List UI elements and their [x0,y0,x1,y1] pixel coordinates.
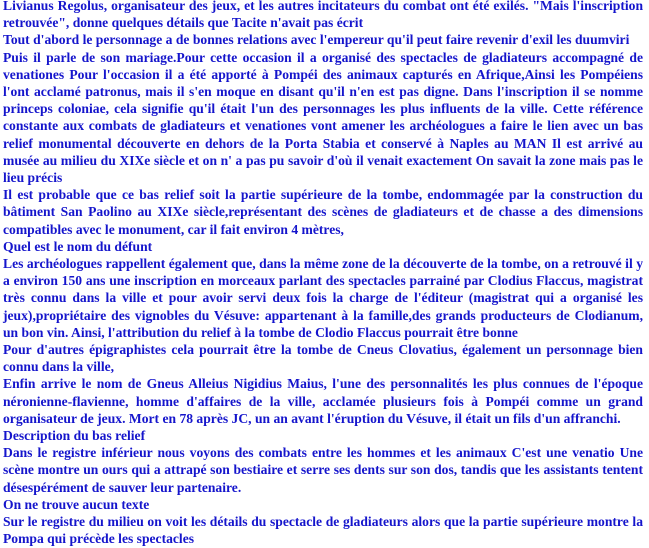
heading-defunct-name: Quel est le nom du défunt [3,238,153,254]
paragraph-bas-relief: Il est probable que ce bas relief soit la partie supérieure de la tombe, endommagée par la construction du bâtiment San Paolino au XIXe siècle,représentant des scènes de gladiateurs et de chasse a des dimensions compatibles avec le monument, car il fait environ 4 mètres, [3,187,643,237]
heading-relief-description: Description du bas relief [3,428,146,444]
paragraph-clodius-flaccus: Les archéologues rappellent également que, dans la même zone de la découverte de la tombe, on a retrouvé il y a environ 150 ans une inscription en morceaux parlant des spectacles parrainé par Clodius Flaccus, magistrat très connu dans la ville et pour avoir servi deux fois la charge de l'éditeur (magistrat qui a organisé les jeux),propriétaire des vignobles du Vésuve: appartenant à la famille,des grands producteurs de Clodianum, un bon vin. Ainsi, l'attribution du relief à la tombe de Clodio Flaccus pourrait être bonne [3,256,643,340]
paragraph-lower-register: Dans le registre inférieur nous voyons des combats entre les hommes et les animaux C'est une venatio Une scène montre un ours qui a attrapé son bestiaire et serre ses dents sur son dos, tandis que les assistants tentent désespérément de sauver leur partenaire. [3,445,643,495]
document-body [3,0,643,548]
paragraph-no-text: On ne trouve aucun texte [3,496,150,512]
paragraph-middle-register: Sur le registre du milieu on voit les détails du spectacle de gladiateurs alors que la partie supérieure montre la Pompa qui précède les spectacles [3,514,643,547]
paragraph-alleius: Enfin arrive le nom de Gneus Alleius Nigidius Maius, l'une des personnalités les plus connues de l'époque néronienne-flavienne, homme d'affaires de la ville, acclamée plusieurs fois à Pompéi comme un grand organisateur de jeux. Mort en 78 après JC, un an avant l'éruption du Vésuve, il était un fils d'un affranchi. [3,376,643,426]
paragraph-marriage: Puis il parle de son mariage.Pour cette occasion il a organisé des spectacles de gladiateurs accompagné de venationes Pour l'occasion il a été apporté à Pompéi des animaux capturés en Afrique,Ainsi les Pompéiens l'ont acclamé patronus, mais il s'en moque en disant qu'il n'en est pas digne. Dans l'inscription il se nomme princeps coloniae, cela signifie qu'il était l'un des personnages les plus influents de la ville. Cette référence constante aux combats de gladiateurs et venationes vont amener les archéologues a faire le lien avec un bas relief monumental découverte en dehors de la Porta Stabia et conservé à Naples au MAN Il est arrivé au musée au milieu du XIXe siècle et on n' a pas pu savoir d'où il venait exactement On savait la zone mais pas le lieu précis [3,49,643,186]
paragraph-emperor: Tout d'abord le personnage a de bonnes relations avec l'empereur qu'il peut faire revenir d'exil les duumviri [3,32,630,48]
paragraph-clovatius: Pour d'autres épigraphistes cela pourrait être la tombe de Cneus Clovatius, également un personnage bien connu dans la ville, [3,342,643,375]
paragraph-exile: Livianus Regolus, organisateur des jeux, et les autres incitateurs du combat ont été exilés. "Mais l'inscription retrouvée", donne quelques détails que Tacite n'avait pas écrit [3,0,643,31]
